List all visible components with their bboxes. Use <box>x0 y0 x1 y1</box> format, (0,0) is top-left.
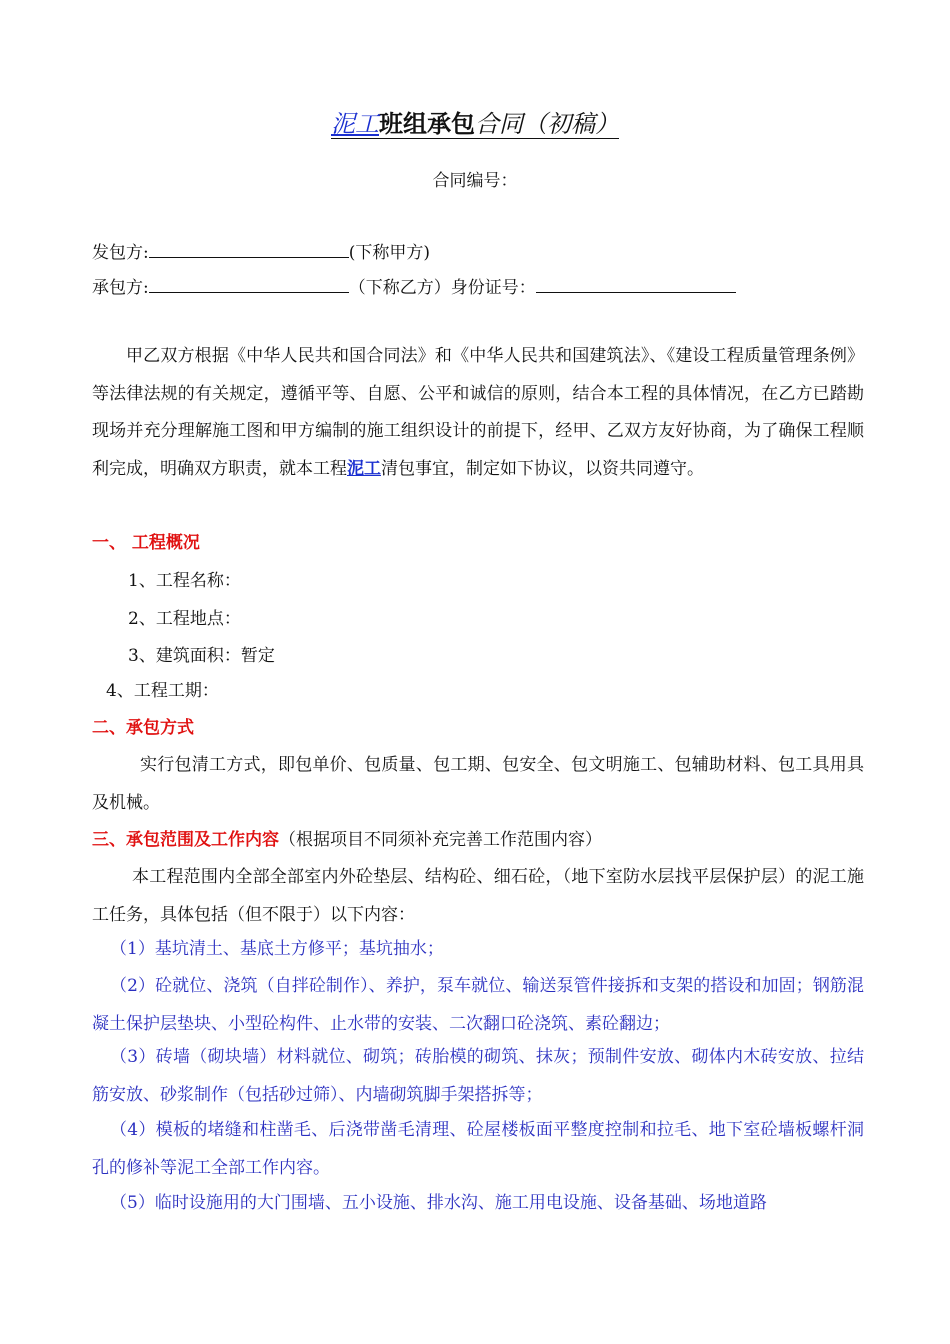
party-b-label: 承包方: <box>92 278 149 298</box>
contract-number: 合同编号： <box>432 171 518 191</box>
title-italic-part: 合同（初稿） <box>475 110 619 138</box>
section3-item-3: （3）砖墙（砌块墙）材料就位、砌筑；砖胎模的砌筑、抹灰；预制件安放、砌体内木砖安放、拉结筋安放、砂浆制作（包括砂过筛）、内墙砌筑脚手架搭拆等； <box>92 1047 864 1105</box>
section2-heading: 二、承包方式 <box>92 718 194 738</box>
party-b-suffix: （下称乙方）身份证号： <box>348 278 536 298</box>
party-b-line <box>92 273 736 303</box>
document-title <box>0 104 950 144</box>
section2-text: 实行包清工方式，即包单价、包质量、包工期、包安全、包文明施工、包辅助材料、包工具用具及机械。 <box>92 755 864 813</box>
section1-heading: 一、 工程概况 <box>92 533 200 553</box>
title-link-mud-work[interactable]: 泥工 <box>331 110 379 138</box>
section3-item-2: （2）砼就位、浇筑（自拌砼制作）、养护，泵车就位、输送泵管件接拆和支架的搭设和加固；钢筋混凝土保护层垫块、小型砼构件、止水带的安装、二次翻口砼浇筑、素砼翻边； <box>92 976 864 1034</box>
party-a-suffix: (下称甲方) <box>348 243 430 263</box>
section3-intro: 本工程范围内全部全部室内外砼垫层、结构砼、细石砼，（地下室防水层找平层保护层）的泥工施工任务，具体包括（但不限于）以下内容： <box>92 867 864 925</box>
section1-item-3: 3、建筑面积：暂定 <box>128 646 275 666</box>
section3-item-5: （5）临时设施用的大门围墙、五小设施、排水沟、施工用电设施、设备基础、场地道路 <box>110 1193 767 1213</box>
section1-item-2: 2、工程地点： <box>128 609 241 629</box>
id-number-blank <box>536 274 736 293</box>
intro-paragraph <box>92 338 864 488</box>
party-b-blank <box>149 274 349 293</box>
party-a-line <box>92 238 430 268</box>
party-a-label: 发包方: <box>92 243 149 263</box>
section3-heading: 三、承包范围及工作内容 <box>92 830 279 850</box>
party-a-blank <box>149 239 349 258</box>
intro-link-mud-work[interactable]: 泥工 <box>347 458 381 479</box>
intro-text-2: 清包事宜，制定如下协议，以资共同遵守。 <box>381 458 704 479</box>
intro-text-1: 甲乙双方根据《中华人民共和国合同法》和《中华人民共和国建筑法》、《建设工程质量管理条例》等法律法规的有关规定，遵循平等、自愿、公平和诚信的原则，结合本工程的具体情况，在乙方已踏勘现场并充分理解施工图和甲方编制的施工组织设计的前提下，经甲、乙双方友好协商，为了确保工程顺利完成，明确双方职责，就本工程 <box>92 346 864 479</box>
section3-item-1: （1）基坑清土、基底土方修平；基坑抽水； <box>110 939 444 959</box>
section1-item-4: 4、工程工期： <box>106 681 219 701</box>
section3-note: （根据项目不同须补充完善工作范围内容） <box>279 830 602 850</box>
section3-item-4: （4）模板的堵缝和柱凿毛、后浇带凿毛清理、砼屋楼板面平整度控制和拉毛、地下室砼墙板螺杆洞孔的修补等泥工全部工作内容。 <box>92 1120 864 1178</box>
section3-heading-line <box>92 822 864 860</box>
section1-item-1: 1、工程名称： <box>128 571 241 591</box>
title-bold-part: 班组承包 <box>379 109 475 138</box>
